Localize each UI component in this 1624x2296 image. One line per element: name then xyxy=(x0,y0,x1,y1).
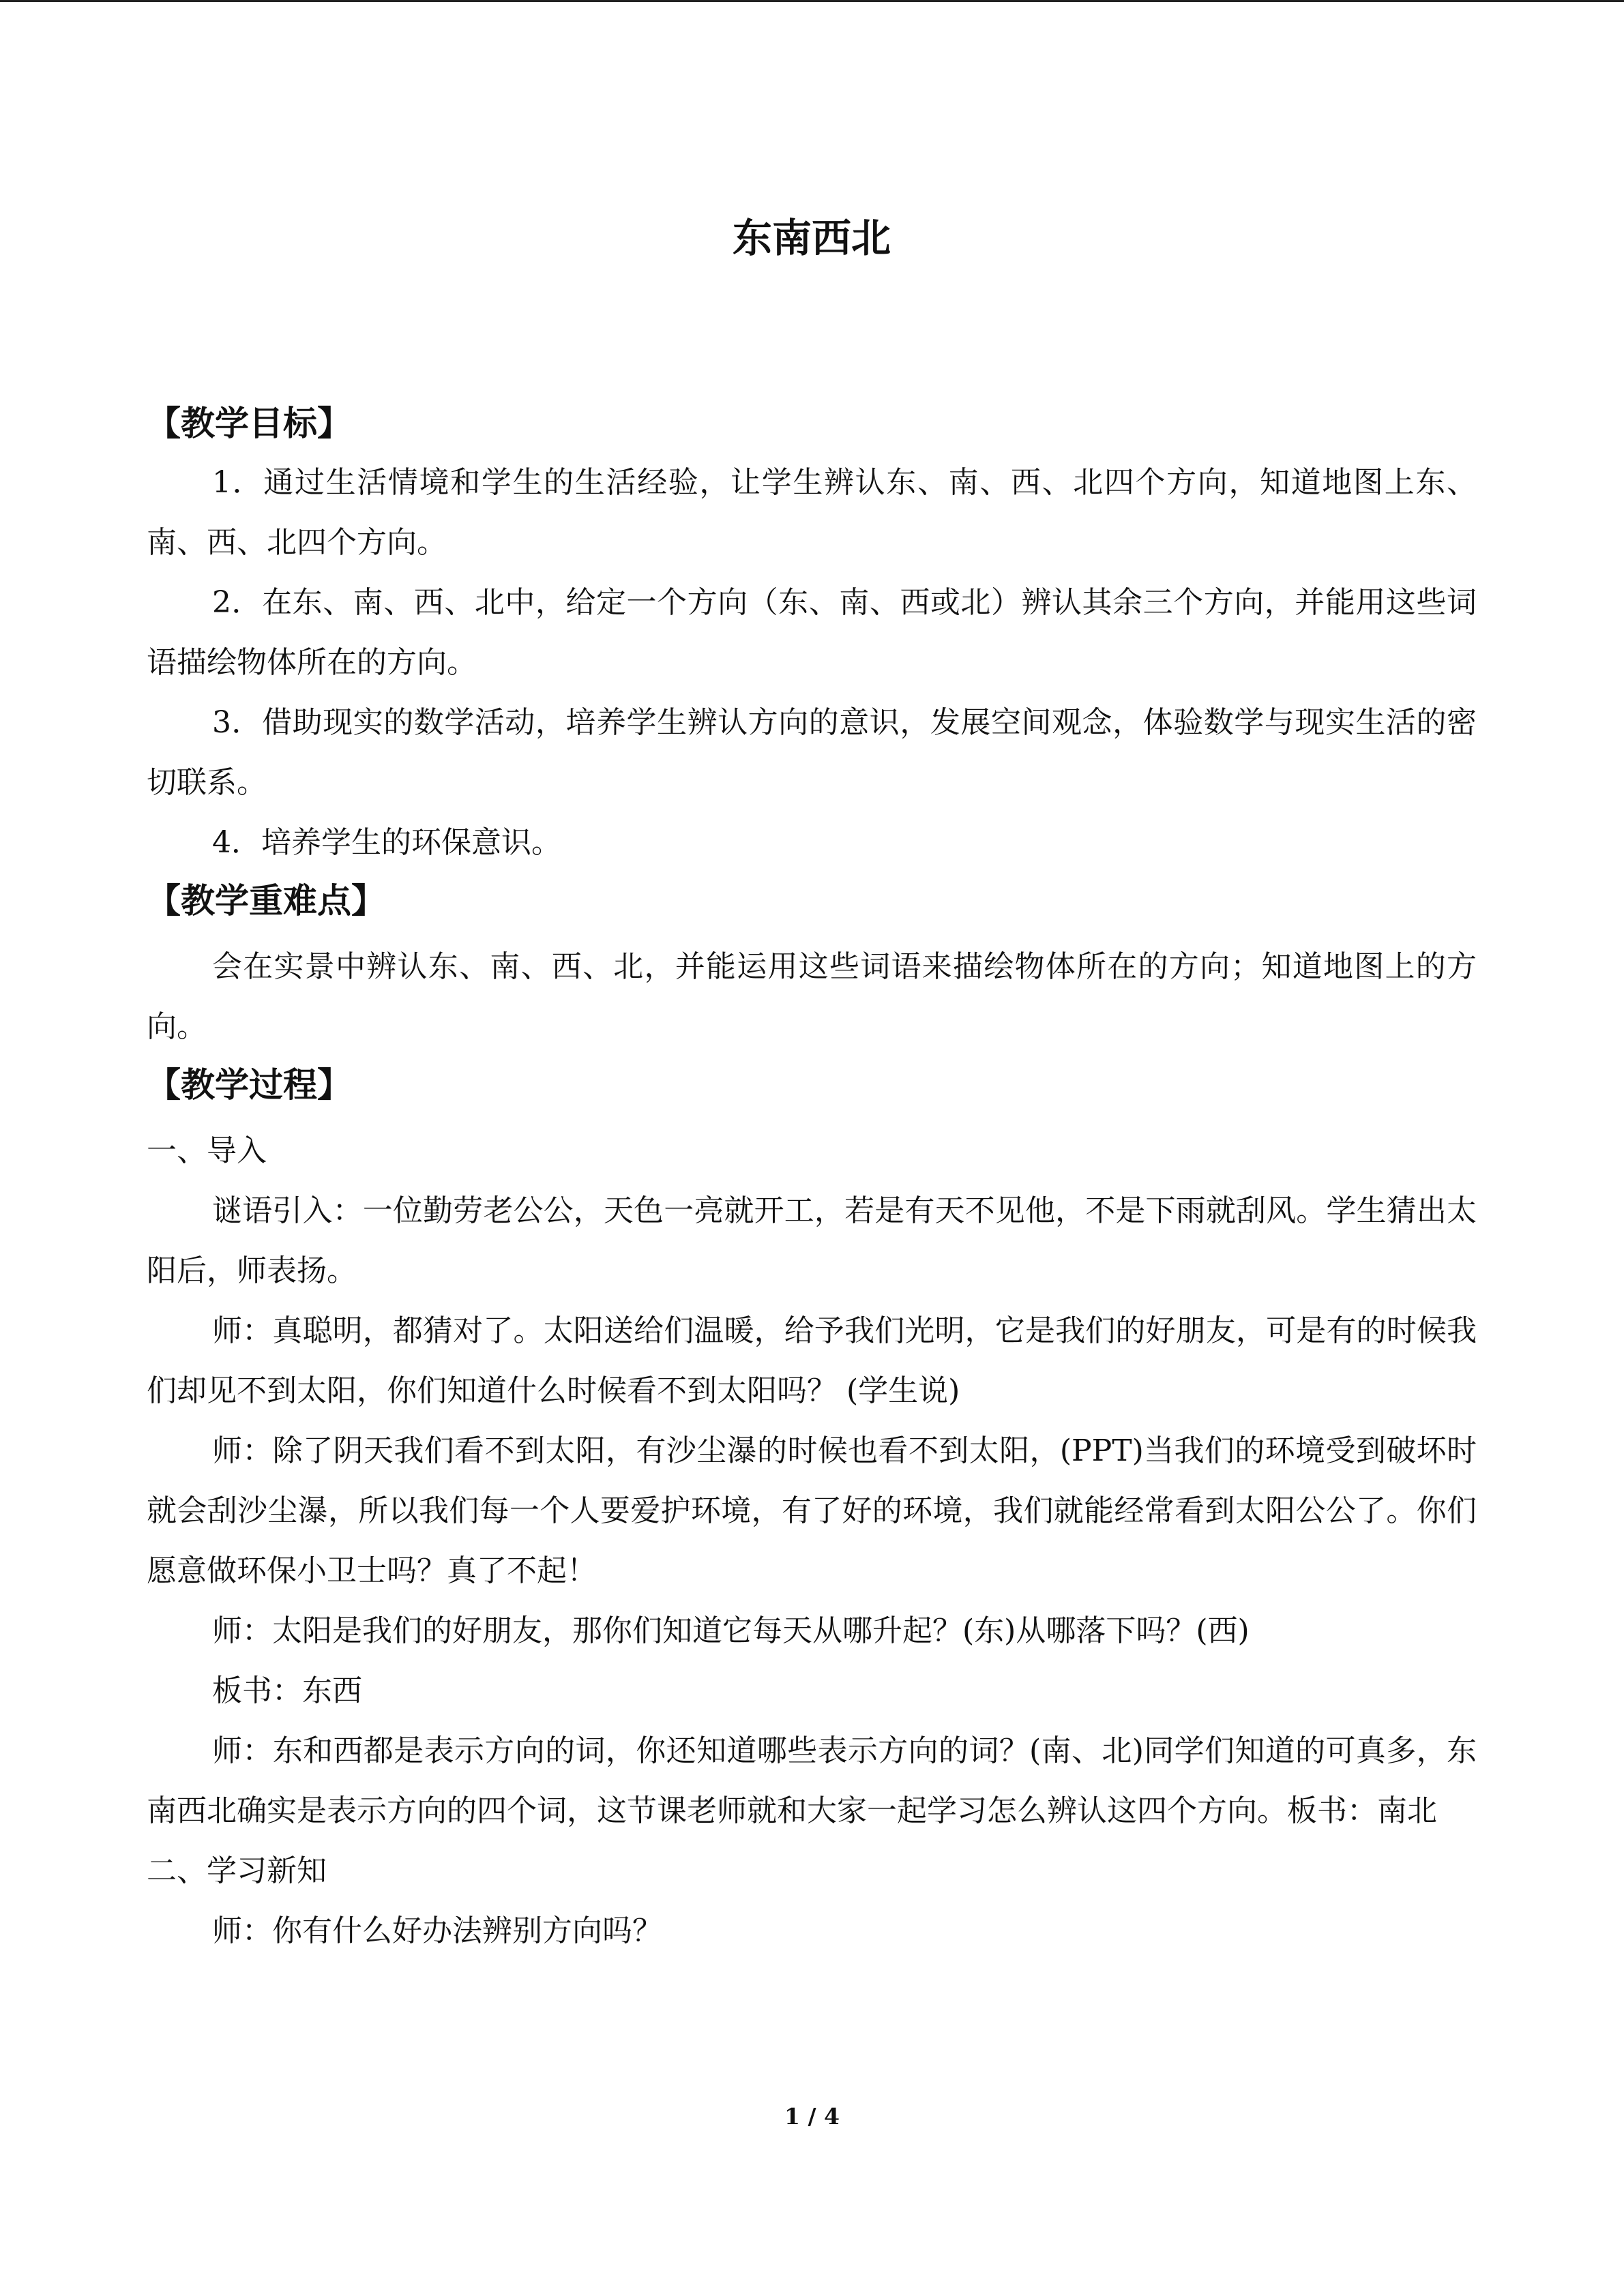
document-title: 东南西北 xyxy=(732,215,891,261)
process-paragraph: 师：真聪明，都猜对了。太阳送给们温暖，给予我们光明，它是我们的好朋友，可是有的时候我们却见不到太阳，你们知道什么时候看不到太阳吗？ (学生说) xyxy=(147,1313,1477,1408)
page-number: 1 / 4 xyxy=(784,2103,840,2130)
process-paragraph: 师：东和西都是表示方向的词，你还知道哪些表示方向的词？(南、北)同学们知道的可真多，东南西北确实是表示方向的四个词，这节课老师就和大家一起学习怎么辨认这四个方向。板书：南北 xyxy=(147,1733,1477,1828)
goal-item: 2．在东、南、西、北中，给定一个方向（东、南、西或北）辨认其余三个方向，并能用这些词语描绘物体所在的方向。 xyxy=(147,585,1477,680)
process-paragraph: 板书：东西 xyxy=(212,1673,362,1708)
subsection-title-new-knowledge: 二、学习新知 xyxy=(147,1853,327,1888)
goal-item: 3．借助现实的数学活动，培养学生辨认方向的意识，发展空间观念，体验数学与现实生活的密切联系。 xyxy=(147,705,1477,800)
goals-list xyxy=(147,453,1477,873)
section-heading-key-points: 【教学重难点】 xyxy=(147,881,385,921)
process-paragraph: 谜语引入：一位勤劳老公公，天色一亮就开工，若是有天不见他，不是下雨就刮风。学生猜出太阳后，师表扬。 xyxy=(147,1193,1477,1288)
goal-item: 1．通过生活情境和学生的生活经验，让学生辨认东、南、西、北四个方向，知道地图上东、南、西、北四个方向。 xyxy=(147,465,1477,560)
section-heading-process: 【教学过程】 xyxy=(147,1065,351,1105)
process-paragraph: 师：太阳是我们的好朋友，那你们知道它每天从哪升起？(东)从哪落下吗？(西) xyxy=(212,1613,1250,1648)
subsection-title-intro: 一、导入 xyxy=(147,1133,267,1168)
key-points-paragraph: 会在实景中辨认东、南、西、北，并能运用这些词语来描绘物体所在的方向；知道地图上的方向。 xyxy=(147,949,1477,1044)
goal-item: 4．培养学生的环保意识。 xyxy=(212,825,561,860)
document-page xyxy=(147,198,1477,1961)
section-heading-goals: 【教学目标】 xyxy=(147,404,351,443)
process-paragraph: 师：除了阴天我们看不到太阳，有沙尘瀑的时候也看不到太阳，(PPT)当我们的环境受到破坏时就会刮沙尘瀑，所以我们每一个人要爱护环境，有了好的环境，我们就能经常看到太阳公公了。你们愿意做环保小卫士吗？真了不起！ xyxy=(147,1433,1477,1588)
process-paragraph: 师：你有什么好办法辨别方向吗？ xyxy=(212,1913,662,1948)
top-border-line xyxy=(0,0,1624,2)
